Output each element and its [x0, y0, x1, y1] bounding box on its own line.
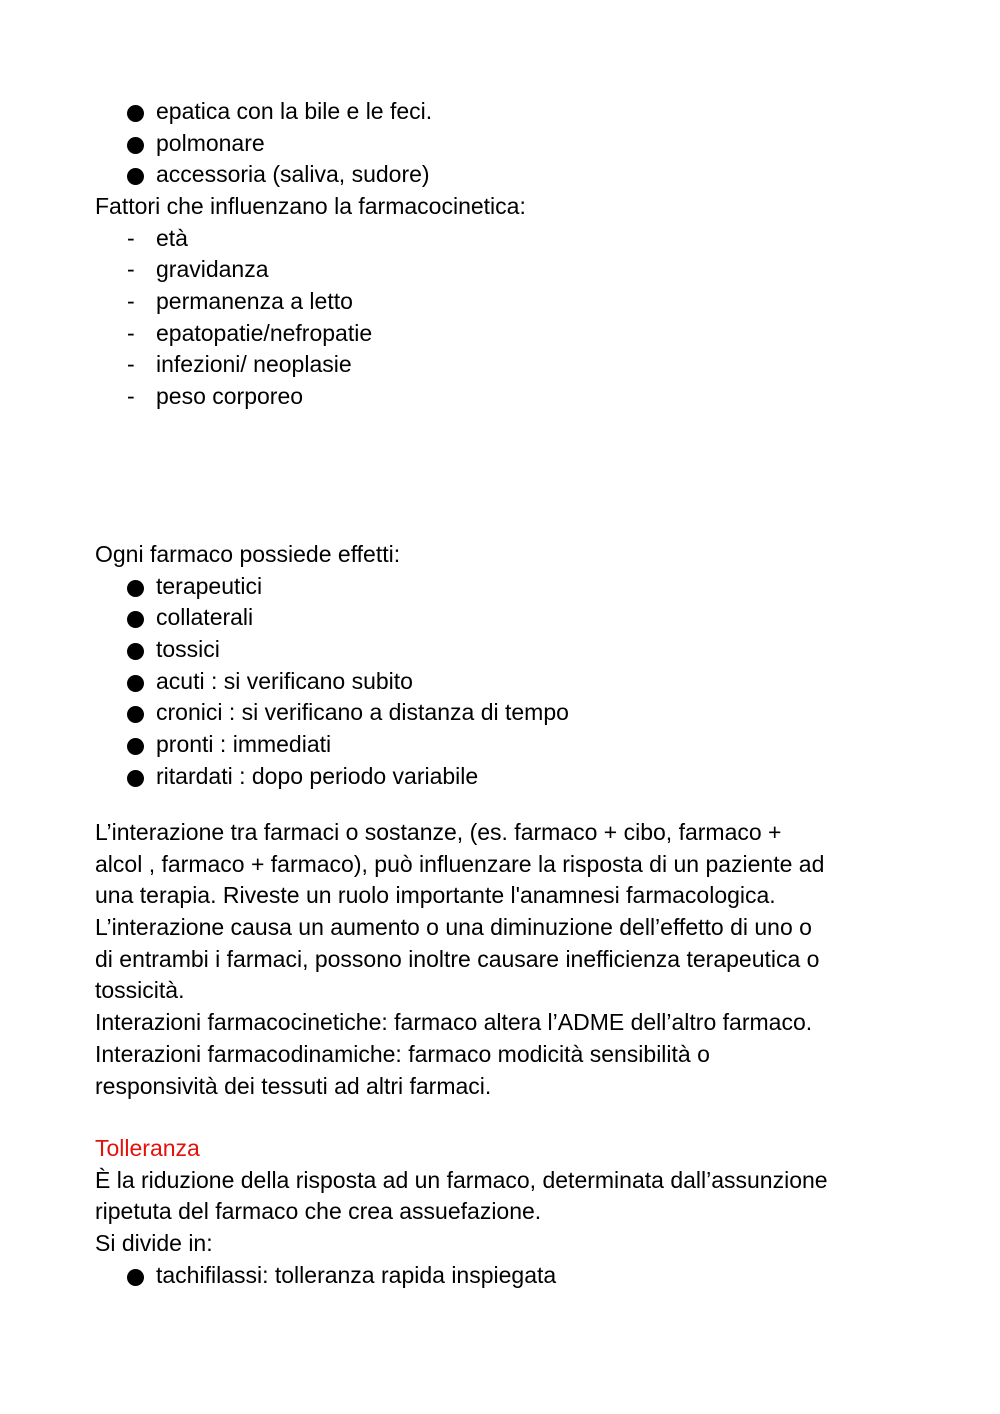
bullet-icon [127, 675, 144, 692]
bullet-icon [127, 1269, 144, 1286]
bullet-icon [127, 611, 144, 628]
paragraph-line: alcol , farmaco + farmaco), può influenzare la risposta di un paziente ad [95, 850, 825, 877]
list-item: tachifilassi: tolleranza rapida inspiegata [95, 1260, 915, 1292]
list-item: - peso corporeo [95, 381, 915, 413]
paragraph-line: Interazioni farmacocinetiche: farmaco altera l’ADME dell’altro farmaco. [95, 1009, 813, 1036]
tolerance-section [95, 1133, 915, 1291]
factors-intro: Fattori che influenzano la farmacocinetica: [95, 193, 526, 219]
effects-section [95, 539, 915, 793]
paragraph-line: responsività dei tessuti ad altri farmaci. [95, 1072, 492, 1099]
list-item: pronti : immediati [95, 729, 915, 761]
paragraph-line: È la riduzione della risposta ad un farmaco, determinata dall’assunzione [95, 1166, 828, 1193]
paragraph-line: di entrambi i farmaci, possono inoltre causare inefficienza terapeutica o [95, 945, 820, 972]
paragraph-line: una terapia. Riveste un ruolo importante l'anamnesi farmacologica. [95, 882, 776, 909]
dash-icon: - [127, 224, 135, 251]
dash-icon: - [127, 351, 135, 378]
list-item: - infezioni/ neoplasie [95, 349, 915, 381]
bullet-icon [127, 105, 144, 122]
list-item: epatica con la bile e le feci. [95, 96, 915, 128]
paragraph-line: tossicità. [95, 977, 185, 1004]
dash-icon: - [127, 256, 135, 283]
interaction-paragraph [95, 817, 915, 1102]
elimination-list [95, 96, 915, 191]
list-item: terapeutici [95, 571, 915, 603]
list-item: - età [95, 223, 915, 255]
dash-icon: - [127, 319, 135, 346]
list-item: tossici [95, 634, 915, 666]
paragraph-line: ripetuta del farmaco che crea assuefazione. [95, 1198, 542, 1225]
paragraph-line: L’interazione causa un aumento o una diminuzione dell’effetto di uno o [95, 914, 812, 941]
bullet-icon [127, 706, 144, 723]
list-item: ritardati : dopo periodo variabile [95, 761, 915, 793]
bullet-icon [127, 137, 144, 154]
factors-section [95, 191, 915, 413]
section-heading: Tolleranza [95, 1135, 200, 1161]
bullet-icon [127, 168, 144, 185]
bullet-icon [127, 580, 144, 597]
paragraph-line: Interazioni farmacodinamiche: farmaco modicità sensibilità o [95, 1040, 710, 1067]
bullet-icon [127, 770, 144, 787]
effects-intro: Ogni farmaco possiede effetti: [95, 541, 401, 567]
list-item: - gravidanza [95, 254, 915, 286]
bullet-icon [127, 738, 144, 755]
dash-icon: - [127, 288, 135, 315]
list-item: accessoria (saliva, sudore) [95, 159, 915, 191]
list-item: polmonare [95, 128, 915, 160]
list-item: cronici : si verificano a distanza di tempo [95, 697, 915, 729]
list-item: - permanenza a letto [95, 286, 915, 318]
list-item: collaterali [95, 602, 915, 634]
bullet-icon [127, 643, 144, 660]
list-item: acuti : si verificano subito [95, 666, 915, 698]
list-item: - epatopatie/nefropatie [95, 318, 915, 350]
paragraph-line: L’interazione tra farmaci o sostanze, (es. farmaco + cibo, farmaco + [95, 819, 782, 845]
divides-intro: Si divide in: [95, 1230, 213, 1257]
dash-icon: - [127, 383, 135, 410]
